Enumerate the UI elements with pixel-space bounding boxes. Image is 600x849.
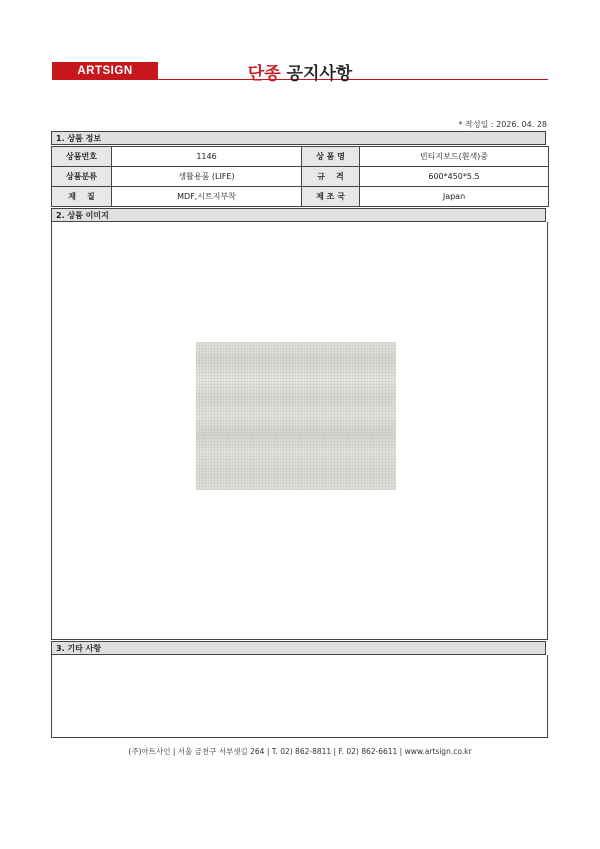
page-title — [0, 59, 600, 84]
value-origin: Japan — [360, 187, 549, 207]
table-row — [52, 187, 549, 207]
label-product-number: 상품번호 — [52, 147, 112, 167]
label-product-name: 상 품 명 — [302, 147, 360, 167]
title-rest: 공지사항 — [280, 64, 353, 84]
value-product-name: 빈티지보드(흰색)중 — [360, 147, 549, 167]
label-category: 상품분류 — [52, 167, 112, 187]
etc-area — [51, 655, 548, 738]
table-row — [52, 167, 549, 187]
value-material: MDF,시트지부착 — [112, 187, 302, 207]
section-product-image: 2. 상품 이미지 — [51, 208, 546, 222]
section-etc: 3. 기타 사항 — [51, 641, 546, 655]
label-material: 재 질 — [52, 187, 112, 207]
value-category: 생활용품 (LIFE) — [112, 167, 302, 187]
label-size: 규 격 — [302, 167, 360, 187]
written-date: * 작성일 : 2026. 04. 28 — [458, 120, 547, 129]
section-product-info: 1. 상품 정보 — [51, 131, 546, 145]
product-info-table — [51, 146, 549, 207]
company-footer: (주)아트사인 | 서울 금천구 서부샛길 264 | T. 02) 862-8811 | F. 02) 862-6611 | www.artsign.co.kr — [128, 747, 472, 756]
title-highlight: 단종 — [247, 64, 281, 84]
product-image — [196, 342, 396, 490]
value-product-number: 1146 — [112, 147, 302, 167]
artsign-logo: ARTSIGN — [52, 62, 158, 80]
table-row — [52, 147, 549, 167]
label-origin: 제 조 국 — [302, 187, 360, 207]
value-size: 600*450*5.5 — [360, 167, 549, 187]
